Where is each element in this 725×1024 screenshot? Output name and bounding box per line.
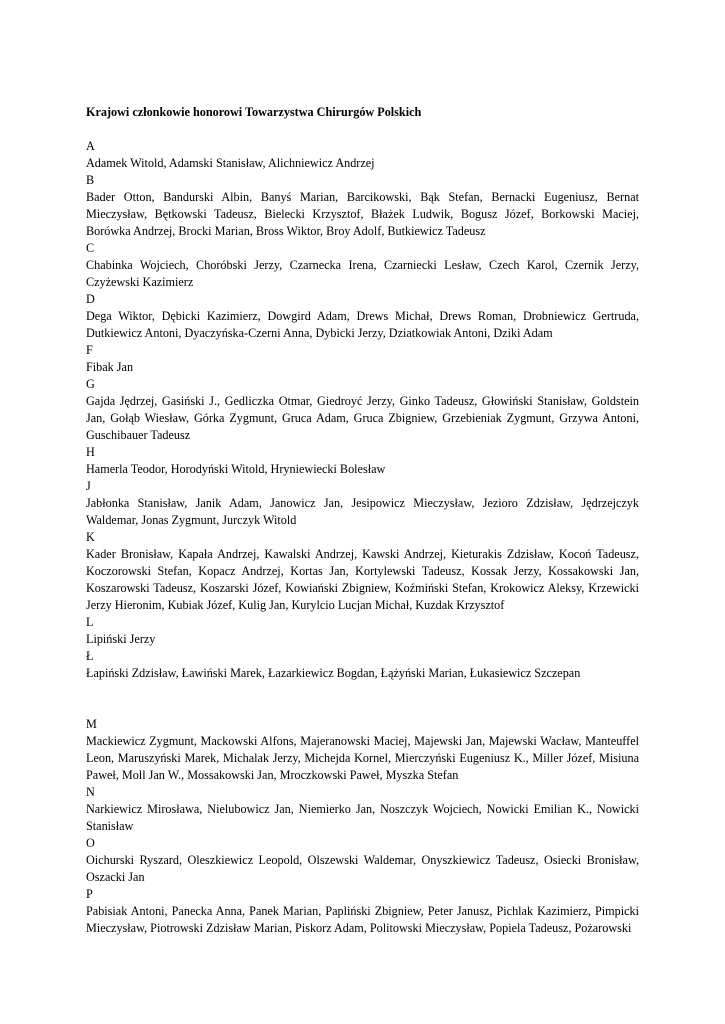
section-k (86, 529, 639, 614)
section-letter: L (86, 615, 94, 629)
document-body (86, 104, 639, 937)
section-l (86, 614, 639, 648)
section-c (86, 240, 639, 291)
section-letter: O (86, 836, 95, 850)
section-names: Lipiński Jerzy (86, 632, 156, 646)
section-names: Łapiński Zdzisław, Ławiński Marek, Łazarkiewicz Bogdan, Łążyński Marian, Łukasiewicz Szczepan (86, 666, 581, 680)
section-letter: H (86, 445, 95, 459)
document-title: Krajowi członkowie honorowi Towarzystwa Chirurgów Polskich (86, 105, 422, 119)
section-letter: M (86, 717, 97, 731)
section-names: Narkiewicz Mirosława, Nielubowicz Jan, Niemierko Jan, Noszczyk Wojciech, Nowicki Emilian K., Nowicki Stanisław (86, 802, 639, 833)
section-names: Fibak Jan (86, 360, 134, 374)
section-d (86, 291, 639, 342)
section-letter: C (86, 241, 95, 255)
section-f (86, 342, 639, 376)
section-names: Bader Otton, Bandurski Albin, Banyś Marian, Barcikowski, Bąk Stefan, Bernacki Eugeniusz, Bernat Mieczysław, Bętkowski Tadeusz, Bielecki Krzysztof, Błażek Ludwik, Bogusz Józef, Borkowski Maciej, Borówka Andrzej, Brocki Marian, Bross Wiktor, Broy Adolf, Butkiewicz Tadeusz (86, 190, 639, 238)
section-names: Chabinka Wojciech, Choróbski Jerzy, Czarnecka Irena, Czarniecki Lesław, Czech Karol, Czernik Jerzy, Czyżewski Kazimierz (86, 258, 639, 289)
section-names: Jabłonka Stanisław, Janik Adam, Janowicz Jan, Jesipowicz Mieczysław, Jezioro Zdzisław, Jędrzejczyk Waldemar, Jonas Zygmunt, Jurczyk Witold (86, 496, 639, 527)
section-g (86, 376, 639, 444)
section-names: Gajda Jędrzej, Gasiński J., Gedliczka Otmar, Giedroyć Jerzy, Ginko Tadeusz, Głowiński Stanisław, Goldstein Jan, Gołąb Wiesław, Górka Zygmunt, Gruca Adam, Gruca Zbigniew, Grzebieniak Zygmunt, Grzywa Antoni, Guschibauer Tadeusz (86, 394, 639, 442)
section-letter: K (86, 530, 95, 544)
section-letter: Ł (86, 649, 94, 663)
section-n (86, 784, 639, 835)
section-names: Oichurski Ryszard, Oleszkiewicz Leopold, Olszewski Waldemar, Onyszkiewicz Tadeusz, Osiecki Bronisław, Oszacki Jan (86, 853, 639, 884)
section-p (86, 886, 639, 937)
section-letter: F (86, 343, 93, 357)
section-names: Adamek Witold, Adamski Stanisław, Alichniewicz Andrzej (86, 156, 375, 170)
section-m (86, 716, 639, 784)
section-letter: G (86, 377, 95, 391)
section-a (86, 138, 639, 172)
section-names: Mackiewicz Zygmunt, Mackowski Alfons, Majeranowski Maciej, Majewski Jan, Majewski Wacław, Manteuffel Leon, Maruszyński Marek, Michalak Jerzy, Michejda Kornel, Mierczyński Eugeniusz K., Miller Józef, Misiuna Paweł, Moll Jan W., Mossakowski Jan, Mroczkowski Paweł, Myszka Stefan (86, 734, 639, 782)
section-names: Hamerla Teodor, Horodyński Witold, Hryniewiecki Bolesław (86, 462, 386, 476)
section-letter: D (86, 292, 95, 306)
section-names: Kader Bronisław, Kapała Andrzej, Kawalski Andrzej, Kawski Andrzej, Kieturakis Zdzisław, Kocoń Tadeusz, Koczorowski Stefan, Kopacz Andrzej, Kortas Jan, Kortylewski Tadeusz, Kossak Jerzy, Kossakowski Jan, Koszarowski Tadeusz, Koszarski Józef, Kowiański Zbigniew, Koźmiński Stefan, Krokowicz Aleksy, Krzewicki Jerzy Hieronim, Kubiak Józef, Kulig Jan, Kurylcio Lucjan Michał, Kuzdak Krzysztof (86, 547, 639, 612)
section-h (86, 444, 639, 478)
section-letter: B (86, 173, 95, 187)
section-letter: J (86, 479, 91, 493)
section-letter: P (86, 887, 93, 901)
section-names: Dega Wiktor, Dębicki Kazimierz, Dowgird Adam, Drews Michał, Drews Roman, Drobniewicz Gertruda, Dutkiewicz Antoni, Dyaczyńska-Czerni Anna, Dybicki Jerzy, Dziatkowiak Antoni, Dziki Adam (86, 309, 639, 340)
section-b (86, 172, 639, 240)
section-o (86, 835, 639, 886)
section-letter: A (86, 139, 95, 153)
section-letter: N (86, 785, 95, 799)
section-l-stroke (86, 648, 639, 682)
section-j (86, 478, 639, 529)
section-names: Pabisiak Antoni, Panecka Anna, Panek Marian, Papliński Zbigniew, Peter Janusz, Pichlak Kazimierz, Pimpicki Mieczysław, Piotrowski Zdzisław Marian, Piskorz Adam, Politowski Mieczysław, Popiela Tadeusz, Pożarowski (86, 904, 639, 935)
